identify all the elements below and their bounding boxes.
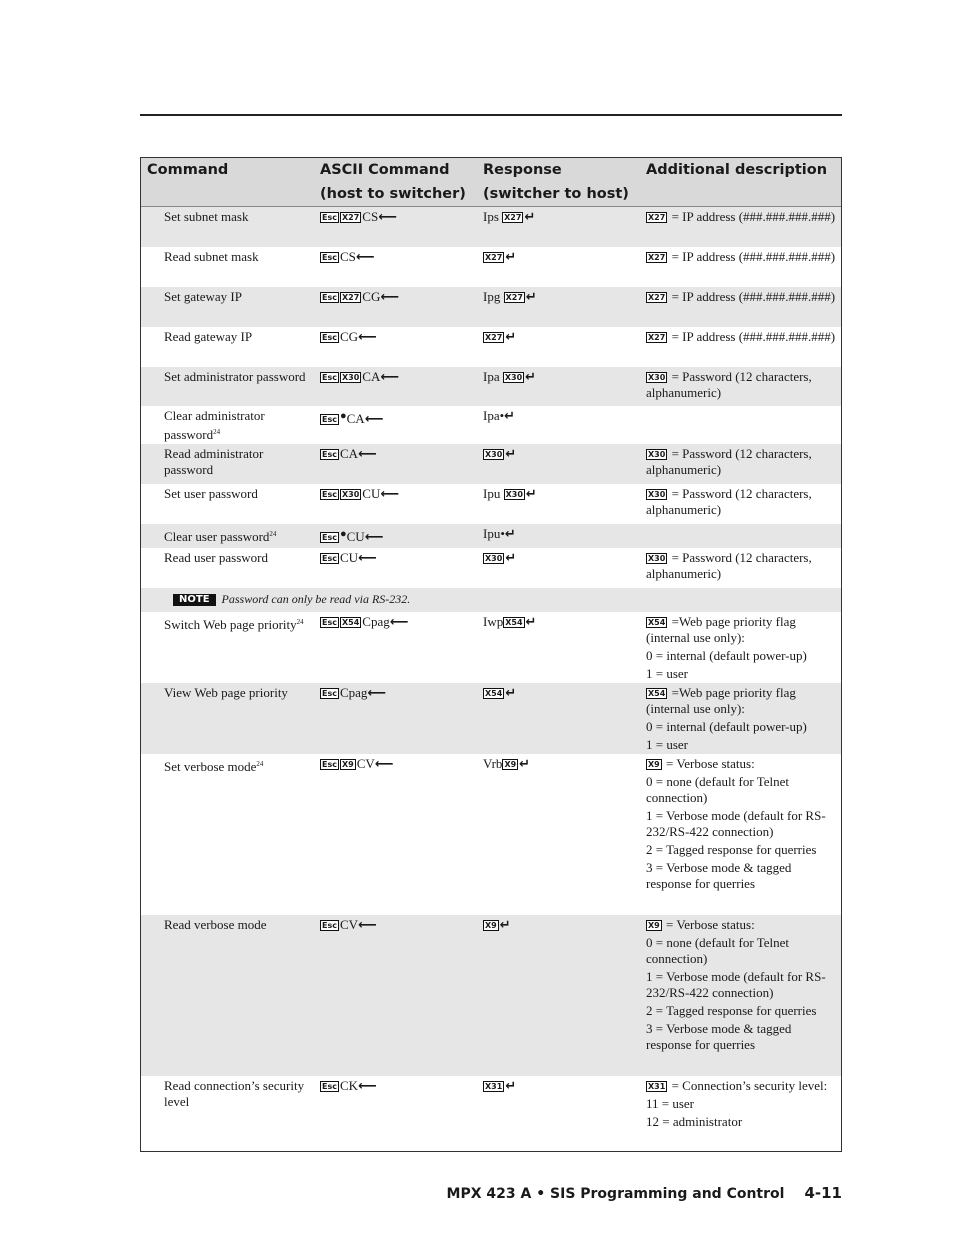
- key-box: X27: [341, 293, 360, 302]
- footnote-ref: 24: [296, 618, 304, 626]
- desc-text: = Password (12 characters, alphanumeric): [646, 369, 812, 400]
- description-cell: [640, 327, 841, 367]
- note-text: Password can only be read via RS-232.: [221, 592, 411, 606]
- key-box: X27: [485, 333, 503, 342]
- response-cell: [477, 754, 640, 915]
- desc-text: = IP address (###.###.###.###): [668, 289, 836, 304]
- desc-line: [646, 719, 837, 735]
- cr-arrow-icon: ⟵: [380, 290, 399, 305]
- command-cell: [141, 327, 314, 367]
- ascii-cell: [314, 406, 477, 444]
- variable-key: X30: [648, 450, 666, 459]
- cr-arrow-icon: ⟵: [380, 370, 399, 385]
- desc-line: [646, 737, 837, 753]
- cr-arrow-icon: ⟵: [355, 250, 375, 265]
- key-box: Esc: [322, 533, 337, 542]
- response-cell: [477, 287, 640, 327]
- top-rule: [140, 114, 842, 116]
- description-cell: [640, 287, 841, 327]
- desc-text: 12 = administrator: [646, 1114, 743, 1129]
- desc-line: [646, 666, 837, 682]
- desc-text: 1 = user: [646, 737, 688, 752]
- desc-line: [646, 969, 837, 1001]
- variable-key: X30: [648, 554, 666, 563]
- table-row: [141, 207, 841, 247]
- desc-line: [646, 329, 837, 345]
- ascii-cell: [314, 247, 477, 287]
- command-text: Clear administrator password: [164, 408, 265, 442]
- variable-key: X27: [648, 333, 666, 342]
- key-box: X30: [341, 490, 360, 499]
- text-token: CV: [356, 756, 375, 771]
- key-box: X9: [504, 760, 517, 769]
- key-box: X27: [505, 293, 523, 302]
- desc-text: = Password (12 characters, alphanumeric): [646, 486, 812, 517]
- ascii-cell: [314, 327, 477, 367]
- desc-text: = Password (12 characters, alphanumeric): [646, 550, 812, 581]
- cr-arrow-icon: ⟵: [358, 330, 377, 345]
- enter-arrow-icon: ↵: [525, 290, 537, 305]
- desc-line: [646, 1096, 837, 1112]
- enter-arrow-icon: ↵: [505, 686, 517, 701]
- variable-key: X30: [648, 490, 666, 499]
- table-row: [141, 683, 841, 754]
- key-box: X54: [505, 618, 523, 627]
- ascii-cell: [314, 612, 477, 684]
- desc-text: 1 = Verbose mode (default for RS-232/RS-422 connection): [646, 969, 826, 1000]
- ascii-cell: [314, 524, 477, 548]
- key-box: X30: [505, 490, 523, 499]
- desc-line: [646, 685, 837, 717]
- key-box: Esc: [322, 618, 337, 627]
- table-row: [141, 327, 841, 367]
- ascii-cell: [314, 444, 477, 484]
- variable-key: X54: [648, 618, 666, 627]
- command-cell: [141, 484, 314, 524]
- ascii-cell: [314, 754, 477, 915]
- command-table: [140, 157, 842, 1152]
- cr-arrow-icon: ⟵: [364, 530, 384, 545]
- desc-line: [646, 756, 837, 772]
- desc-text: = Password (12 characters, alphanumeric): [646, 446, 812, 477]
- cr-arrow-icon: ⟵: [358, 447, 377, 462]
- table-row: [141, 1076, 841, 1151]
- ascii-cell: [314, 1076, 477, 1151]
- response-cell: [477, 406, 640, 444]
- key-box: X30: [485, 450, 503, 459]
- enter-arrow-icon: ↵: [499, 918, 511, 933]
- command-cell: [141, 287, 314, 327]
- ascii-cell: [314, 484, 477, 524]
- key-box: Esc: [322, 554, 337, 563]
- text-token: CK: [339, 1078, 359, 1093]
- command-text: Read verbose mode: [164, 917, 267, 932]
- cr-arrow-icon: ⟵: [358, 1079, 377, 1094]
- desc-text: =Web page priority flag (internal use only):: [646, 685, 796, 716]
- key-box: X27: [341, 213, 360, 222]
- desc-line: [646, 446, 837, 478]
- command-cell: [141, 367, 314, 406]
- table-row: [141, 915, 841, 1076]
- description-cell: [640, 612, 841, 684]
- key-box: X31: [485, 1082, 503, 1091]
- variable-key: X9: [648, 921, 660, 930]
- command-text: Set subnet mask: [164, 209, 249, 224]
- command-cell: [141, 612, 314, 684]
- response-cell: [477, 247, 640, 287]
- enter-arrow-icon: ↵: [525, 370, 537, 385]
- desc-text: = Connection’s security level:: [668, 1078, 828, 1093]
- desc-text: = IP address (###.###.###.###): [668, 329, 836, 344]
- desc-line: [646, 249, 837, 265]
- table-row: [141, 247, 841, 287]
- enter-arrow-icon: ↵: [504, 409, 516, 424]
- response-cell: [477, 683, 640, 755]
- command-text: Read user password: [164, 550, 268, 565]
- cr-arrow-icon: ⟵: [389, 615, 409, 630]
- desc-line: [646, 774, 837, 806]
- key-box: Esc: [322, 415, 337, 424]
- text-token: Cpag: [339, 685, 368, 700]
- text-token: Ipa: [483, 369, 503, 384]
- description-cell: [640, 1076, 841, 1151]
- desc-text: 0 = none (default for Telnet connection): [646, 935, 789, 966]
- enter-arrow-icon: ↵: [505, 447, 517, 462]
- enter-arrow-icon: ↵: [519, 757, 531, 772]
- desc-line: [646, 1114, 837, 1130]
- cr-arrow-icon: ⟵: [358, 551, 377, 566]
- desc-line: [646, 486, 837, 518]
- bullet-icon: ●: [339, 528, 347, 540]
- key-box: X54: [485, 689, 503, 698]
- desc-line: [646, 917, 837, 933]
- desc-text: 0 = internal (default power-up): [646, 719, 807, 734]
- table-row: [141, 612, 841, 683]
- cr-arrow-icon: ⟵: [378, 210, 397, 225]
- variable-key: X27: [648, 293, 666, 302]
- response-cell: [477, 444, 640, 484]
- text-token: CV: [339, 917, 359, 932]
- response-cell: [477, 327, 640, 367]
- description-cell: [640, 548, 841, 588]
- desc-text: =Web page priority flag (internal use only):: [646, 614, 796, 645]
- text-token: CU: [362, 486, 381, 501]
- command-cell: [141, 247, 314, 287]
- command-text: Set verbose mode: [164, 759, 257, 774]
- desc-text: 0 = none (default for Telnet connection): [646, 774, 789, 805]
- key-box: Esc: [322, 373, 337, 382]
- text-token: CU: [346, 529, 365, 544]
- desc-line: [646, 1021, 837, 1053]
- footnote-ref: 24: [269, 530, 277, 538]
- table-body-2: [141, 612, 841, 1151]
- bullet-icon: ●: [339, 410, 347, 422]
- desc-line: [646, 808, 837, 840]
- desc-text: = Verbose status:: [662, 917, 755, 932]
- footer-title: MPX 423 A • SIS Programming and Control: [446, 1186, 785, 1202]
- variable-key: X9: [648, 760, 660, 769]
- enter-arrow-icon: ↵: [505, 250, 517, 265]
- description-cell: [640, 367, 841, 406]
- desc-line: [646, 289, 837, 305]
- header-response: Response (switcher to host): [483, 162, 629, 202]
- desc-line: [646, 842, 837, 858]
- key-box: X9: [341, 760, 354, 769]
- page-number: 4-11: [804, 1184, 842, 1202]
- key-box: X30: [485, 554, 503, 563]
- header-description: Additional description: [646, 162, 828, 178]
- ascii-cell: [314, 548, 477, 588]
- desc-line: [646, 614, 837, 646]
- table-body-1: [141, 207, 841, 588]
- table-row: [141, 287, 841, 327]
- key-box: Esc: [322, 760, 337, 769]
- cr-arrow-icon: ⟵: [380, 487, 399, 502]
- key-box: Esc: [322, 253, 337, 262]
- key-box: Esc: [322, 490, 337, 499]
- key-box: Esc: [322, 213, 337, 222]
- variable-key: X27: [648, 253, 666, 262]
- table-row: [141, 754, 841, 915]
- desc-line: [646, 935, 837, 967]
- enter-arrow-icon: ↵: [524, 210, 536, 225]
- response-cell: [477, 207, 640, 247]
- text-token: Vrb: [483, 756, 503, 771]
- key-box: Esc: [322, 921, 337, 930]
- text-token: Iwp: [483, 614, 504, 629]
- command-text: Read gateway IP: [164, 329, 253, 344]
- command-cell: [141, 683, 314, 755]
- ascii-cell: [314, 207, 477, 247]
- enter-arrow-icon: ↵: [504, 527, 516, 542]
- text-token: CA: [339, 446, 359, 461]
- command-text: Set administrator password: [164, 369, 306, 384]
- ascii-cell: [314, 287, 477, 327]
- text-token: Ipu: [483, 486, 504, 501]
- text-token: Ipg: [483, 289, 504, 304]
- cr-arrow-icon: ⟵: [374, 757, 394, 772]
- cr-arrow-icon: ⟵: [364, 412, 384, 427]
- key-box: X9: [485, 921, 497, 930]
- key-box: X27: [485, 253, 503, 262]
- desc-line: [646, 550, 837, 582]
- text-token: CS: [362, 209, 379, 224]
- desc-text: 1 = Verbose mode (default for RS-232/RS-422 connection): [646, 808, 826, 839]
- enter-arrow-icon: ↵: [505, 1079, 517, 1094]
- key-box: Esc: [322, 1082, 337, 1091]
- command-text: Clear user password: [164, 529, 270, 544]
- cr-arrow-icon: ⟵: [367, 686, 387, 701]
- ascii-cell: [314, 683, 477, 755]
- desc-line: [646, 209, 837, 225]
- command-text: Read connection’s security level: [164, 1078, 305, 1109]
- variable-key: X54: [648, 689, 666, 698]
- desc-line: [646, 1003, 837, 1019]
- table-row: [141, 524, 841, 548]
- footnote-ref: 24: [256, 760, 264, 768]
- desc-text: = Verbose status:: [662, 756, 755, 771]
- command-cell: [141, 444, 314, 484]
- desc-text: 0 = internal (default power-up): [646, 648, 807, 663]
- response-cell: [477, 367, 640, 406]
- text-token: CA: [346, 411, 365, 426]
- enter-arrow-icon: ↵: [525, 487, 537, 502]
- text-token: CU: [339, 550, 359, 565]
- command-text: Read subnet mask: [164, 249, 259, 264]
- cr-arrow-icon: ⟵: [358, 918, 377, 933]
- desc-text: 1 = user: [646, 666, 688, 681]
- text-token: CG: [339, 329, 359, 344]
- desc-text: 3 = Verbose mode & tagged response for querries: [646, 860, 792, 891]
- response-cell: [477, 1076, 640, 1151]
- command-text: Set user password: [164, 486, 258, 501]
- variable-key: X30: [648, 373, 666, 382]
- command-text: Read administrator password: [164, 446, 264, 477]
- variable-key: X31: [648, 1082, 666, 1091]
- text-token: CG: [362, 289, 381, 304]
- command-cell: [141, 406, 314, 444]
- header-ascii: ASCII Command (host to switcher): [320, 162, 466, 202]
- command-text: Switch Web page priority: [164, 617, 297, 632]
- response-cell: [477, 524, 640, 548]
- desc-line: [646, 369, 837, 401]
- response-cell: [477, 915, 640, 1076]
- table-row: [141, 406, 841, 444]
- command-cell: [141, 207, 314, 247]
- table-row: [141, 484, 841, 524]
- variable-key: X27: [648, 213, 666, 222]
- text-token: Cpag: [362, 614, 390, 629]
- enter-arrow-icon: ↵: [525, 615, 537, 630]
- key-box: Esc: [322, 689, 337, 698]
- key-box: Esc: [322, 333, 337, 342]
- text-token: CA: [362, 369, 381, 384]
- command-cell: [141, 1076, 314, 1151]
- desc-text: = IP address (###.###.###.###): [668, 209, 836, 224]
- command-cell: [141, 548, 314, 588]
- footnote-ref: 24: [213, 428, 221, 436]
- desc-text: 3 = Verbose mode & tagged response for querries: [646, 1021, 792, 1052]
- table-row: [141, 444, 841, 484]
- desc-text: 11 = user: [646, 1096, 695, 1111]
- text-token: CS: [339, 249, 356, 264]
- description-cell: [640, 915, 841, 1076]
- response-cell: [477, 484, 640, 524]
- desc-text: 2 = Tagged response for querries: [646, 1003, 817, 1018]
- desc-text: = IP address (###.###.###.###): [668, 249, 836, 264]
- desc-line: [646, 860, 837, 892]
- table-row: [141, 548, 841, 588]
- response-cell: [477, 612, 640, 684]
- table-header: [141, 158, 841, 207]
- ascii-cell: [314, 915, 477, 1076]
- enter-arrow-icon: ↵: [505, 330, 517, 345]
- response-cell: [477, 548, 640, 588]
- command-cell: [141, 754, 314, 915]
- description-cell: [640, 683, 841, 755]
- description-cell: [640, 754, 841, 915]
- note-badge: NOTE: [173, 594, 216, 606]
- description-cell: [640, 524, 841, 548]
- key-box: X27: [504, 213, 522, 222]
- key-box: Esc: [322, 450, 337, 459]
- desc-text: 2 = Tagged response for querries: [646, 842, 817, 857]
- description-cell: [640, 207, 841, 247]
- command-cell: [141, 915, 314, 1076]
- page-footer: [0, 1184, 842, 1202]
- desc-line: [646, 1078, 837, 1094]
- description-cell: [640, 484, 841, 524]
- key-box: X30: [504, 373, 523, 382]
- text-token: Ipa•: [483, 408, 505, 423]
- ascii-cell: [314, 367, 477, 406]
- key-box: X54: [341, 618, 360, 627]
- table-row: [141, 367, 841, 406]
- description-cell: [640, 247, 841, 287]
- description-cell: [640, 444, 841, 484]
- description-cell: [640, 406, 841, 444]
- header-command: Command: [147, 162, 229, 178]
- note-row: [141, 588, 841, 612]
- text-token: Ips: [483, 209, 503, 224]
- desc-line: [646, 648, 837, 664]
- key-box: Esc: [322, 293, 337, 302]
- key-box: X30: [341, 373, 360, 382]
- enter-arrow-icon: ↵: [505, 551, 517, 566]
- command-text: View Web page priority: [164, 685, 288, 700]
- command-cell: [141, 524, 314, 548]
- command-text: Set gateway IP: [164, 289, 242, 304]
- text-token: Ipu•: [483, 526, 505, 541]
